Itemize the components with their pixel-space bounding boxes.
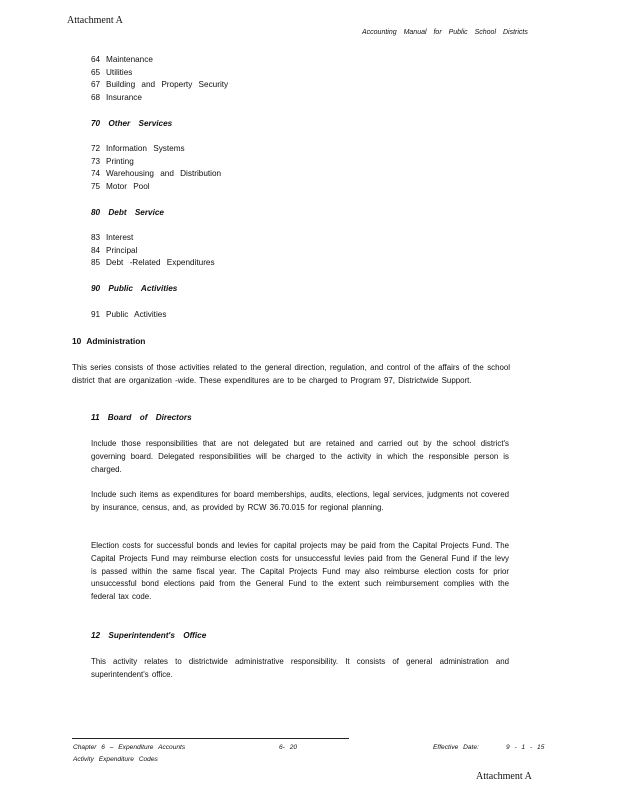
footer-effective-date: 9 - 1 - 15	[506, 744, 545, 751]
item-name: Information Systems	[106, 144, 185, 153]
footer-effective-label: Effective Date:	[433, 744, 479, 751]
footer-chapter: Chapter 6 – Expenditure Accounts	[73, 744, 186, 751]
item-name: Interest	[106, 233, 134, 242]
section-heading-10: 10 Administration	[72, 336, 146, 346]
object-code-list-70	[91, 143, 221, 193]
superintendent-paragraph: This activity relates to districtwide administrative responsibility. It consists of general administration and superintendent's office.	[91, 657, 509, 679]
object-code-list-1	[91, 54, 228, 104]
item-name: Public Activities	[106, 310, 167, 319]
list-item	[91, 168, 221, 181]
item-code: 68	[91, 92, 101, 102]
section-heading-80: 80 Debt Service	[91, 208, 164, 217]
item-code: 73	[91, 156, 101, 166]
manual-title: Accounting Manual for Public School Districts	[362, 29, 528, 36]
attachment-label-top: Attachment A	[67, 15, 123, 26]
item-name: Warehousing and Distribution	[106, 169, 222, 179]
section-heading-90: 90 Public Activities	[91, 284, 178, 293]
item-code: 64	[91, 55, 101, 64]
list-item	[91, 232, 215, 245]
list-item	[91, 309, 166, 322]
list-item	[91, 245, 215, 258]
item-code: 74	[91, 169, 101, 179]
section-heading-70: 70 Other Services	[91, 119, 173, 128]
administration-description: This series consists of those activities related to the general direction, regulation, and control of the affairs of the school district that are organization -wide. These expenditures are to be charged to Program 97, Districtwide Support.	[72, 363, 510, 385]
item-code: 67	[91, 80, 101, 90]
object-code-list-80	[91, 232, 215, 270]
list-item	[91, 181, 221, 194]
item-code: 91	[91, 310, 101, 319]
section-heading-12: 12 Superintendent's Office	[91, 631, 207, 640]
item-code: 85	[91, 258, 101, 268]
list-item	[91, 257, 215, 270]
board-paragraph-3: Election costs for successful bonds and levies for capital projects may be paid from the Capital Projects Fund. The Capital Projects Fund may reimburse election costs for unsuccessful levies paid from the General Fund if the levy is passed within the same fiscal year. The Capital Projects Fund may also reimburse election costs for prior unsuccessful bond elections paid from the General Fund to the extent such reimbursement complies with the federal tax code.	[91, 541, 509, 602]
footer-page-number: 6- 20	[279, 744, 298, 751]
list-item	[91, 92, 228, 105]
footer-divider	[72, 738, 349, 739]
item-code: 83	[91, 233, 101, 242]
item-code: 65	[91, 67, 101, 77]
item-name: Motor Pool	[106, 181, 150, 191]
attachment-label-bottom: Attachment A	[476, 771, 532, 782]
item-code: 84	[91, 245, 101, 255]
item-name: Maintenance	[106, 55, 153, 64]
item-name: Utilities	[106, 67, 133, 77]
item-name: Printing	[106, 156, 134, 166]
item-name: Debt -Related Expenditures	[106, 258, 215, 268]
list-item	[91, 156, 221, 169]
item-name: Principal	[106, 245, 138, 255]
section-heading-11: 11 Board of Directors	[91, 413, 192, 422]
item-code: 72	[91, 144, 101, 153]
list-item	[91, 67, 228, 80]
board-paragraph-1: Include those responsibilities that are not delegated but are retained and carried out by the school district's governing board. Delegated responsibilities will be charged to the activity in which the responsible person is charged.	[91, 439, 509, 474]
list-item	[91, 54, 228, 67]
list-item	[91, 143, 221, 156]
board-paragraph-2: Include such items as expenditures for board memberships, audits, elections, legal services, judgments not covered by insurance, census, and, as provided by RCW 36.70.015 for regional planning.	[91, 490, 509, 512]
footer-activity: Activity Expenditure Codes	[73, 756, 158, 763]
list-item	[91, 79, 228, 92]
item-code: 75	[91, 181, 101, 191]
item-name: Insurance	[106, 92, 142, 102]
object-code-list-90	[91, 309, 166, 322]
item-name: Building and Property Security	[106, 80, 229, 90]
